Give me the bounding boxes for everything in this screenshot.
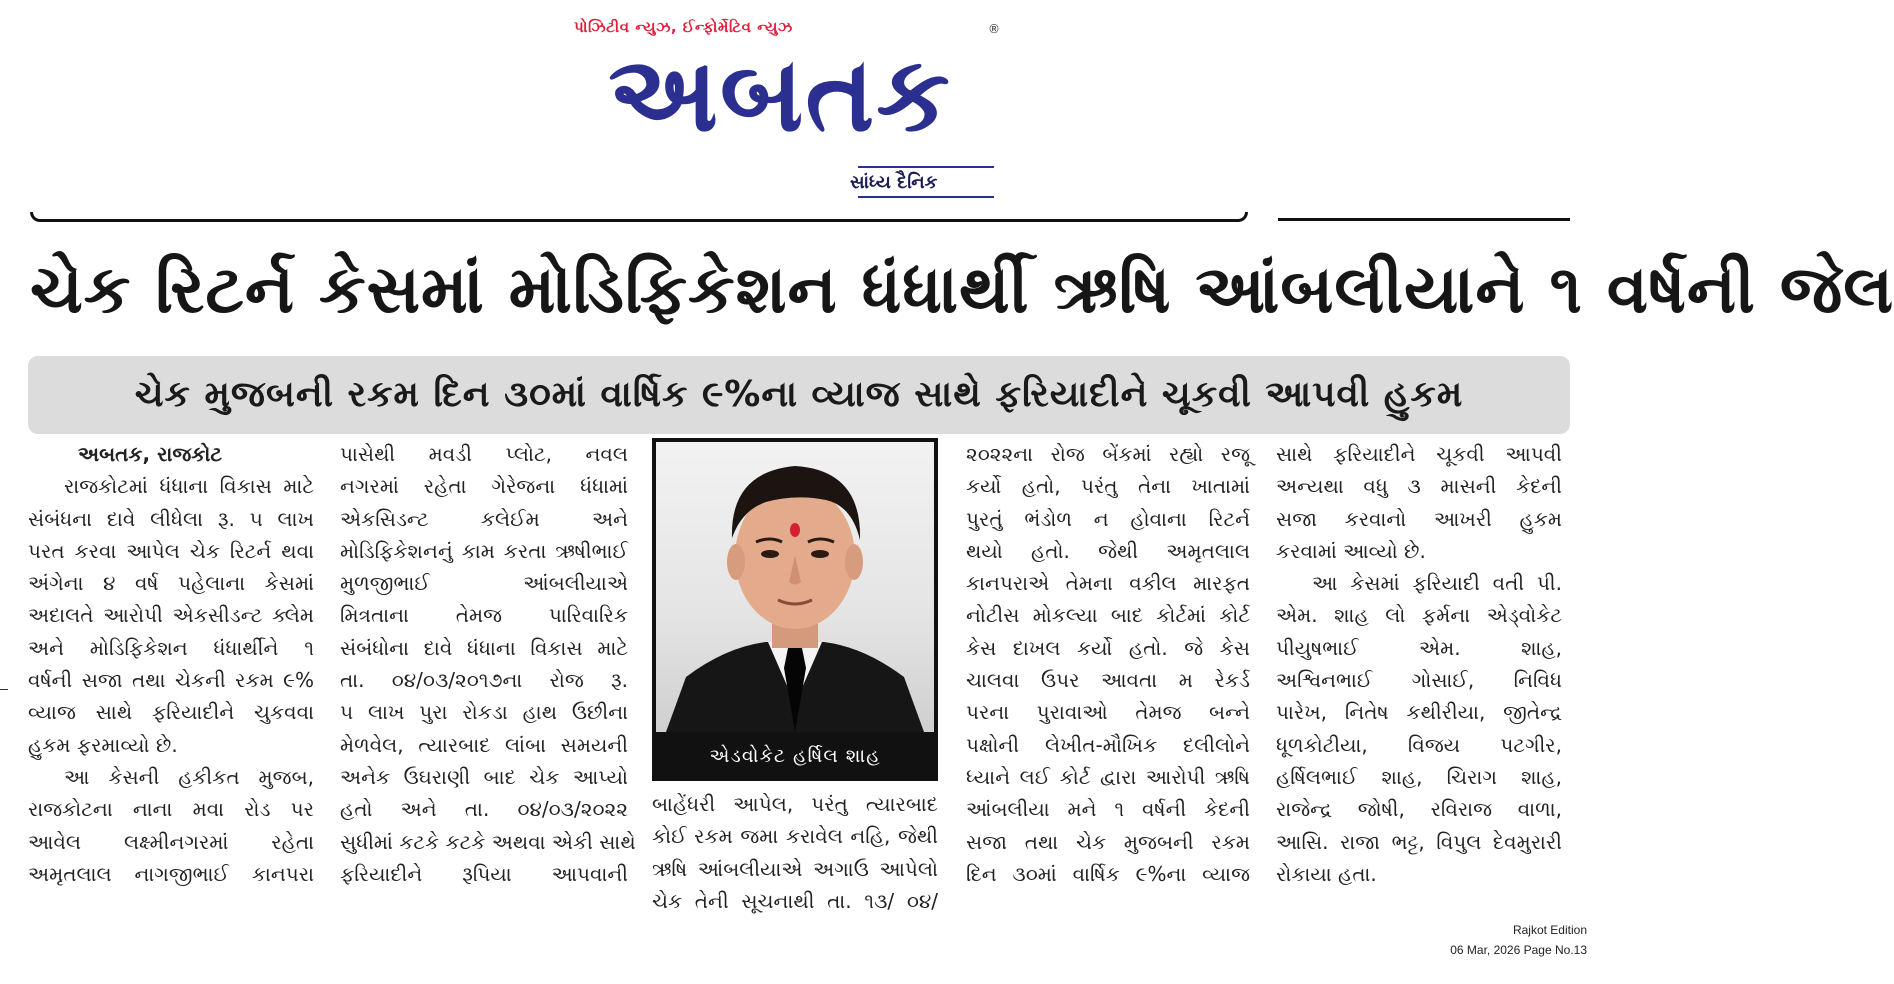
subheadline-box — [28, 356, 1570, 434]
text-line: ચાલવા ઉપર આવતા મ રેકર્ડ — [966, 668, 1250, 693]
text-line: પરત કરવા આપેલ ચેક રિટર્ન થવા — [28, 538, 314, 563]
page-frame-left — [30, 212, 1248, 222]
text-line: મોડિફિકેશનનું કામ કરતા ઋષીભાઈ — [340, 538, 628, 563]
text-line: ૨૦૨૨ના રોજ બેંકમાં રહ્યો રજૂ — [966, 442, 1250, 466]
text-line: અન્યથા વધુ ૩ માસની કેદની — [1276, 474, 1562, 499]
registered-mark: ® — [988, 22, 1000, 36]
page-frame-right — [1278, 218, 1570, 221]
text-line: આસિ. રાજા ભટ્ટ, વિપુલ દેવમુરારી — [1276, 829, 1562, 854]
text-line: નોટીસ મોકલ્યા બાદ કોર્ટમાં કોર્ટ — [966, 603, 1250, 628]
text-line: આંબલીયા મને ૧ વર્ષની કેદની — [966, 797, 1250, 822]
masthead-tagline: પોઝિટીવ ન્યુઝ, ઈન્ફોર્મેટિવ ન્યુઝ — [574, 18, 793, 36]
edition-date-page: 06 Mar, 2026 Page No.13 — [1450, 943, 1587, 957]
portrait-illustration — [656, 442, 934, 732]
text-line: અને મોડિફિકેશન ધંધાર્થીને ૧ — [28, 635, 314, 660]
text-line: નગરમાં રહેતા ગેરેજના ધંધામાં — [340, 474, 628, 499]
text-line: અશ્વિનભાઈ ગોસાઈ, નિવિધ — [1276, 668, 1562, 693]
newspaper-logo: અબતક — [608, 33, 952, 155]
text-line: પાસેથી મવડી પ્લોટ, નવલ — [340, 442, 628, 466]
margin-mark — [0, 689, 8, 690]
text-line: રાજકોટના નાના મવા રોડ પર — [28, 797, 314, 822]
text-line: અંગેના ૪ વર્ષ પહેલાના કેસમાં — [28, 571, 314, 596]
advocate-photo-frame — [652, 438, 938, 781]
article-byline: અબતક, રાજકોટ — [78, 442, 223, 466]
text-line: પુરતું ભંડોળ ન હોવાના રિટર્ન — [966, 506, 1250, 531]
text-line: કર્યો હતો, પરંતુ તેના ખાતામાં — [966, 474, 1250, 499]
text-line: સજા કરવાનો આખરી હુકમ — [1276, 506, 1562, 531]
text-line: હર્ષિલભાઈ શાહ, ચિરાગ શાહ, — [1276, 764, 1562, 789]
text-line: સજા તથા ચેક મુજબની રકમ — [966, 829, 1250, 854]
text-line: મેળવેલ, ત્યારબાદ લાંબા સમયની — [340, 732, 628, 757]
text-line: આ કેસમાં ફરિયાદી વતી પી. — [1312, 571, 1562, 596]
text-line: સંબંધના દાવે લીધેલા રૂ. ૫ લાખ — [28, 506, 314, 531]
edition-name: Rajkot Edition — [1512, 923, 1587, 937]
article-column-3 — [652, 788, 938, 917]
text-line: સુધીમાં કટકે કટકે અથવા એકી સાથે — [340, 829, 636, 854]
text-line: ધ્યાને લઈ કોર્ટ દ્વારા આરોપી ઋષિ — [966, 764, 1250, 789]
text-line: હતો અને તા. ૦૪/૦૩/૨૦૨૨ — [340, 797, 628, 822]
text-line: બાહેંધરી આપેલ, પરંતુ ત્યારબાદ — [652, 792, 938, 816]
text-line: વ્યાજ સાથે ફરિયાદીને ચુકવવા — [28, 700, 314, 725]
text-line: તા. ૦૪/૦૩/૨૦૧૭ના રોજ રૂ. — [340, 668, 628, 693]
text-line: થયો હતો. જેથી અમૃતલાલ — [966, 538, 1250, 563]
article-column-4 — [966, 438, 1250, 890]
article-subheadline: ચેક મુજબની રકમ દિન ૩૦માં વાર્ષિક ૯%ના વ્યાજ સાથે ફરિયાદીને ચૂકવી આપવી હુકમ — [134, 374, 1464, 415]
text-line: રાજેન્દ્ર જોષી, રવિરાજ વાળા, — [1276, 797, 1562, 822]
text-line: સાથે ફરિયાદીને ચૂકવી આપવી — [1276, 442, 1562, 466]
text-line: એમ. શાહ લો ફર્મના એડ્વોકેટ — [1276, 603, 1562, 628]
text-line: અનેક ઉઘરાણી બાદ ચેક આપ્યો — [340, 764, 628, 789]
logo-divider-bottom — [858, 196, 994, 198]
text-line: પારેખ, નિતેષ કથીરીયા, જીતેન્દ્ર — [1276, 700, 1562, 725]
article-column-5 — [1276, 438, 1562, 890]
text-line: સંબંધોના દાવે ધંધાના વિકાસ માટે — [340, 635, 628, 660]
text-line: આવેલ લક્ષ્મીનગરમાં રહેતા — [28, 829, 314, 854]
text-line: એકસિડન્ટ કલેઈમ અને — [340, 506, 628, 531]
article-column-2 — [340, 438, 636, 890]
text-line: મુળજીભાઈ આંબલીયાએ — [340, 571, 628, 596]
text-line: રોકાયા હતા. — [1276, 861, 1377, 886]
text-line: મિત્રતાના તેમજ પારિવારિક — [340, 603, 628, 628]
masthead — [560, 14, 1010, 204]
text-line: કરવામાં આવ્યો છે. — [1276, 538, 1426, 563]
text-line: અમૃતલાલ નાગજીભાઈ કાનપરા — [28, 861, 314, 886]
text-line: અદાલતે આરોપી એકસીડન્ટ ક્લેમ — [28, 603, 314, 628]
text-line: પીયુષભાઈ એમ. શાહ, — [1276, 635, 1562, 660]
text-line: ઋષિ આંબલીયાએ અગાઉ આપેલો — [652, 856, 938, 881]
text-line: પરના પુરાવાઓ તેમજ બન્ને — [966, 700, 1250, 725]
text-line: ધૂળકોટીયા, વિજય પટગીર, — [1276, 732, 1562, 757]
text-line: આ કેસની હકીકત મુજબ, — [64, 764, 314, 789]
article-headline: ચેક રિટર્ન કેસમાં મોડિફિકેશન ધંધાર્થી ઋષિ આંબલીયાને ૧ વર્ષની જેલ — [30, 251, 1894, 328]
text-line: કાનપરાએ તેમના વકીલ મારફત — [966, 571, 1250, 596]
photo-caption: એડવોકેટ હર્ષિલ શાહ — [709, 745, 881, 767]
article-column-1 — [28, 438, 314, 890]
text-line: હુકમ ફરમાવ્યો છે. — [28, 732, 178, 757]
advocate-photo — [656, 442, 934, 732]
text-line: કેસ દાખલ કર્યો હતો. જે કેસ — [966, 635, 1250, 660]
text-line: ચેક તેની સૂચનાથી તા. ૧૩/ ૦૪/ — [652, 888, 938, 913]
text-line: ૫ લાખ પુરા રોકડા હાથ ઉછીના — [340, 700, 628, 725]
edition-type: સાંધ્ય દૈનિક — [850, 172, 938, 193]
text-line: ફરિયાદીને રૂપિયા આપવાની — [340, 861, 628, 886]
text-line: વર્ષની સજા તથા ચેકની રકમ ૯% — [28, 668, 314, 693]
text-line: રાજકોટમાં ધંધાના વિકાસ માટે — [64, 474, 314, 499]
text-line: પક્ષોની લેખીત-મૌખિક દલીલોને — [966, 732, 1250, 757]
logo-divider — [858, 166, 994, 168]
text-line: દિન ૩૦માં વાર્ષિક ૯%ના વ્યાજ — [966, 861, 1250, 886]
text-line: કોઈ રકમ જમા કરાવેલ નહિ, જેથી — [652, 824, 938, 849]
